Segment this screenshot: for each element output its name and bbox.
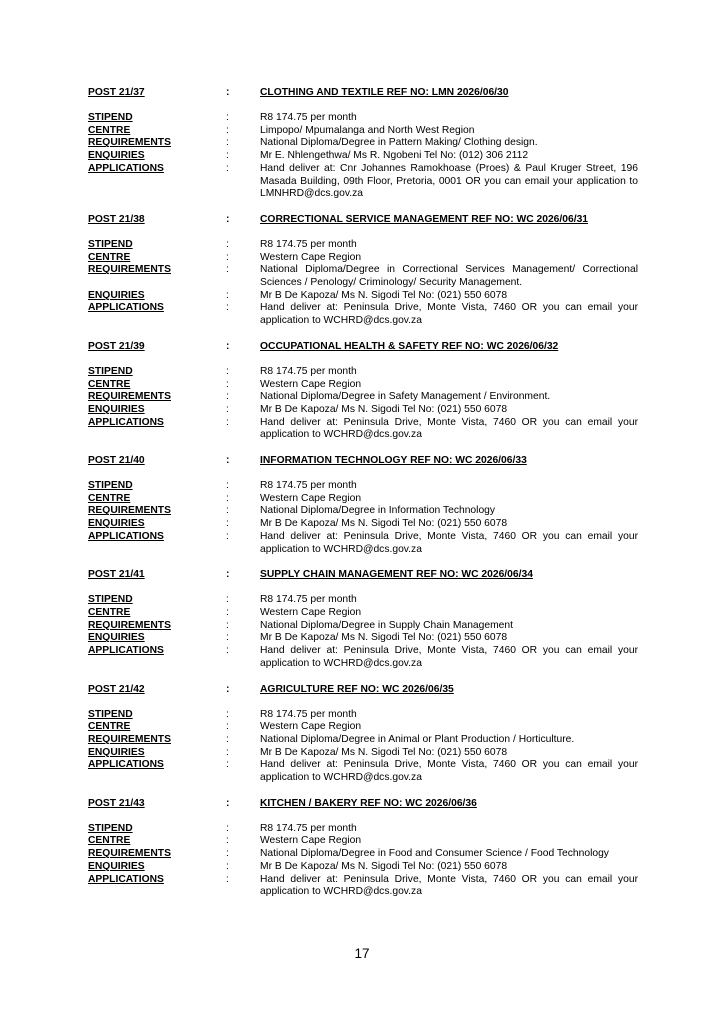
centre-value: Western Cape Region	[260, 721, 362, 733]
post-number: POST 21/39	[88, 340, 145, 352]
page-number: 17	[354, 946, 370, 961]
centre-label: CENTRE	[88, 378, 131, 390]
centre-value: Western Cape Region	[260, 251, 362, 263]
applications-value: Hand deliver at: Peninsula Drive, Monte Vista, 7460 OR you can email your application to WCHRD@dcs.gov.za	[260, 302, 638, 327]
colon: :	[226, 213, 230, 225]
post-number: POST 21/40	[88, 455, 145, 467]
stipend-label: STIPEND	[88, 708, 133, 720]
enquiries-value: Mr E. Nhlengethwa/ Ms R. Ngobeni Tel No: (012) 306 2112	[260, 150, 529, 162]
enquiries-label: ENQUIRIES	[88, 632, 145, 644]
post-header	[88, 340, 638, 353]
enquiries-row	[88, 290, 638, 303]
requirements-row	[88, 137, 638, 150]
colon: :	[226, 619, 229, 631]
requirements-row	[88, 264, 638, 289]
requirements-label: REQUIREMENTS	[88, 264, 171, 276]
stipend-row	[88, 366, 638, 379]
post-section	[88, 797, 638, 899]
colon: :	[226, 569, 230, 581]
stipend-value: R8 174.75 per month	[260, 822, 357, 834]
stipend-label: STIPEND	[88, 480, 133, 492]
colon: :	[226, 733, 229, 745]
colon: :	[226, 835, 229, 847]
post-number: POST 21/42	[88, 683, 145, 695]
colon: :	[226, 683, 230, 695]
post-number: POST 21/43	[88, 797, 145, 809]
enquiries-label: ENQUIRIES	[88, 860, 145, 872]
colon: :	[226, 480, 229, 492]
colon: :	[226, 492, 229, 504]
centre-row	[88, 607, 638, 620]
enquiries-value: Mr B De Kapoza/ Ms N. Sigodi Tel No: (021) 550 6078	[260, 289, 508, 301]
post-header	[88, 797, 638, 810]
applications-row	[88, 645, 638, 670]
centre-row	[88, 379, 638, 392]
requirements-row	[88, 734, 638, 747]
stipend-row	[88, 112, 638, 125]
applications-row	[88, 531, 638, 556]
enquiries-label: ENQUIRIES	[88, 746, 145, 758]
stipend-value: R8 174.75 per month	[260, 708, 357, 720]
enquiries-row	[88, 632, 638, 645]
stipend-row	[88, 239, 638, 252]
post-section	[88, 568, 638, 670]
colon: :	[226, 251, 229, 263]
stipend-row	[88, 823, 638, 836]
colon: :	[226, 708, 229, 720]
applications-value: Hand deliver at: Peninsula Drive, Monte Vista, 7460 OR you can email your application to WCHRD@dcs.gov.za	[260, 759, 638, 784]
post-title: INFORMATION TECHNOLOGY REF NO: WC 2026/06/33	[260, 455, 527, 467]
post-number: POST 21/38	[88, 213, 145, 225]
enquiries-row	[88, 404, 638, 417]
centre-label: CENTRE	[88, 606, 131, 618]
requirements-value: National Diploma/Degree in Information Technology	[260, 505, 496, 517]
colon: :	[226, 822, 229, 834]
applications-row	[88, 874, 638, 899]
stipend-value: R8 174.75 per month	[260, 594, 357, 606]
colon: :	[226, 759, 229, 771]
stipend-value: R8 174.75 per month	[260, 365, 357, 377]
stipend-label: STIPEND	[88, 112, 133, 123]
post-title: AGRICULTURE REF NO: WC 2026/06/35	[260, 683, 454, 695]
applications-label: APPLICATIONS	[88, 302, 164, 314]
requirements-label: REQUIREMENTS	[88, 505, 171, 517]
colon: :	[226, 797, 230, 809]
stipend-row	[88, 594, 638, 607]
post-section	[88, 86, 638, 201]
post-header	[88, 454, 638, 467]
enquiries-label: ENQUIRIES	[88, 518, 145, 530]
centre-value: Limpopo/ Mpumalanga and North West Region	[260, 124, 475, 136]
applications-value: Hand deliver at: Cnr Johannes Ramokhoase (Proes) & Paul Kruger Street, 196 Masada Building, 09th Floor, Pretoria, 0001 OR you can email your application to LMNHRD@dcs.gov.za	[260, 162, 638, 200]
colon: :	[226, 87, 230, 98]
requirements-label: REQUIREMENTS	[88, 391, 171, 403]
colon: :	[226, 238, 229, 250]
colon: :	[226, 873, 229, 885]
colon: :	[226, 848, 229, 860]
stipend-row	[88, 709, 638, 722]
centre-value: Western Cape Region	[260, 835, 362, 847]
colon: :	[226, 264, 229, 276]
applications-row	[88, 417, 638, 442]
centre-row	[88, 721, 638, 734]
colon: :	[226, 860, 229, 872]
enquiries-value: Mr B De Kapoza/ Ms N. Sigodi Tel No: (021) 550 6078	[260, 632, 508, 644]
post-title: SUPPLY CHAIN MANAGEMENT REF NO: WC 2026/06/34	[260, 569, 533, 581]
applications-label: APPLICATIONS	[88, 645, 164, 657]
applications-label: APPLICATIONS	[88, 162, 164, 174]
applications-label: APPLICATIONS	[88, 873, 164, 885]
colon: :	[226, 340, 230, 352]
colon: :	[226, 518, 229, 530]
requirements-value: National Diploma/Degree in Supply Chain Management	[260, 619, 513, 631]
post-header	[88, 213, 638, 226]
colon: :	[226, 416, 229, 428]
requirements-value: National Diploma/Degree in Correctional Services Management/ Correctional Sciences / Penology/ Criminology/ Security Management.	[260, 264, 638, 289]
post-title: CLOTHING AND TEXTILE REF NO: LMN 2026/06/30	[260, 87, 509, 98]
requirements-row	[88, 505, 638, 518]
centre-value: Western Cape Region	[260, 492, 362, 504]
applications-label: APPLICATIONS	[88, 530, 164, 542]
enquiries-label: ENQUIRIES	[88, 289, 145, 301]
centre-label: CENTRE	[88, 835, 131, 847]
post-section	[88, 683, 638, 785]
centre-row	[88, 835, 638, 848]
colon: :	[226, 505, 229, 517]
requirements-value: National Diploma/Degree in Food and Consumer Science / Food Technology	[260, 848, 609, 860]
stipend-value: R8 174.75 per month	[260, 480, 357, 492]
applications-label: APPLICATIONS	[88, 416, 164, 428]
requirements-value: National Diploma/Degree in Pattern Making/ Clothing design.	[260, 137, 538, 149]
requirements-label: REQUIREMENTS	[88, 619, 171, 631]
colon: :	[226, 289, 229, 301]
colon: :	[226, 391, 229, 403]
enquiries-label: ENQUIRIES	[88, 150, 145, 162]
colon: :	[226, 594, 229, 606]
colon: :	[226, 632, 229, 644]
post-title: CORRECTIONAL SERVICE MANAGEMENT REF NO: WC 2026/06/31	[260, 213, 589, 225]
post-header	[88, 683, 638, 696]
requirements-label: REQUIREMENTS	[88, 137, 171, 149]
enquiries-value: Mr B De Kapoza/ Ms N. Sigodi Tel No: (021) 550 6078	[260, 746, 508, 758]
centre-row	[88, 125, 638, 138]
stipend-label: STIPEND	[88, 594, 133, 606]
post-title: KITCHEN / BAKERY REF NO: WC 2026/06/36	[260, 797, 477, 809]
applications-value: Hand deliver at: Peninsula Drive, Monte Vista, 7460 OR you can email your application to WCHRD@dcs.gov.za	[260, 873, 638, 898]
colon: :	[226, 455, 230, 467]
applications-row	[88, 302, 638, 327]
enquiries-row	[88, 150, 638, 163]
post-section	[88, 213, 638, 328]
enquiries-row	[88, 518, 638, 531]
centre-value: Western Cape Region	[260, 378, 362, 390]
enquiries-value: Mr B De Kapoza/ Ms N. Sigodi Tel No: (021) 550 6078	[260, 518, 508, 530]
post-section	[88, 454, 638, 556]
applications-value: Hand deliver at: Peninsula Drive, Monte Vista, 7460 OR you can email your application to WCHRD@dcs.gov.za	[260, 530, 638, 555]
applications-label: APPLICATIONS	[88, 759, 164, 771]
post-number: POST 21/41	[88, 569, 145, 581]
post-header	[88, 86, 638, 99]
document-body	[88, 86, 638, 911]
centre-label: CENTRE	[88, 124, 131, 136]
colon: :	[226, 403, 229, 415]
requirements-label: REQUIREMENTS	[88, 733, 171, 745]
colon: :	[226, 112, 229, 123]
enquiries-label: ENQUIRIES	[88, 403, 145, 415]
post-number: POST 21/37	[88, 87, 145, 98]
post-section	[88, 340, 638, 442]
colon: :	[226, 378, 229, 390]
centre-label: CENTRE	[88, 721, 131, 733]
applications-value: Hand deliver at: Peninsula Drive, Monte Vista, 7460 OR you can email your application to WCHRD@dcs.gov.za	[260, 416, 638, 441]
requirements-row	[88, 391, 638, 404]
applications-value: Hand deliver at: Peninsula Drive, Monte Vista, 7460 OR you can email your application to WCHRD@dcs.gov.za	[260, 645, 638, 669]
centre-label: CENTRE	[88, 492, 131, 504]
enquiries-value: Mr B De Kapoza/ Ms N. Sigodi Tel No: (021) 550 6078	[260, 403, 508, 415]
stipend-label: STIPEND	[88, 822, 133, 834]
centre-value: Western Cape Region	[260, 606, 362, 618]
stipend-value: R8 174.75 per month	[260, 238, 357, 250]
requirements-value: National Diploma/Degree in Safety Management / Environment.	[260, 391, 551, 403]
requirements-row	[88, 848, 638, 861]
stipend-value: R8 174.75 per month	[260, 112, 357, 123]
colon: :	[226, 150, 229, 162]
enquiries-value: Mr B De Kapoza/ Ms N. Sigodi Tel No: (021) 550 6078	[260, 860, 508, 872]
requirements-label: REQUIREMENTS	[88, 848, 171, 860]
colon: :	[226, 162, 229, 174]
colon: :	[226, 137, 229, 149]
requirements-value: National Diploma/Degree in Animal or Plant Production / Horticulture.	[260, 733, 575, 745]
centre-label: CENTRE	[88, 251, 131, 263]
enquiries-row	[88, 861, 638, 874]
centre-row	[88, 493, 638, 506]
stipend-row	[88, 480, 638, 493]
colon: :	[226, 124, 229, 136]
colon: :	[226, 721, 229, 733]
colon: :	[226, 746, 229, 758]
colon: :	[226, 302, 229, 314]
post-header	[88, 568, 638, 581]
colon: :	[226, 645, 229, 657]
stipend-label: STIPEND	[88, 238, 133, 250]
centre-row	[88, 252, 638, 265]
stipend-label: STIPEND	[88, 365, 133, 377]
enquiries-row	[88, 747, 638, 760]
colon: :	[226, 365, 229, 377]
post-title: OCCUPATIONAL HEALTH & SAFETY REF NO: WC 2026/06/32	[260, 340, 559, 352]
colon: :	[226, 606, 229, 618]
applications-row	[88, 163, 638, 201]
colon: :	[226, 530, 229, 542]
applications-row	[88, 759, 638, 784]
requirements-row	[88, 620, 638, 633]
